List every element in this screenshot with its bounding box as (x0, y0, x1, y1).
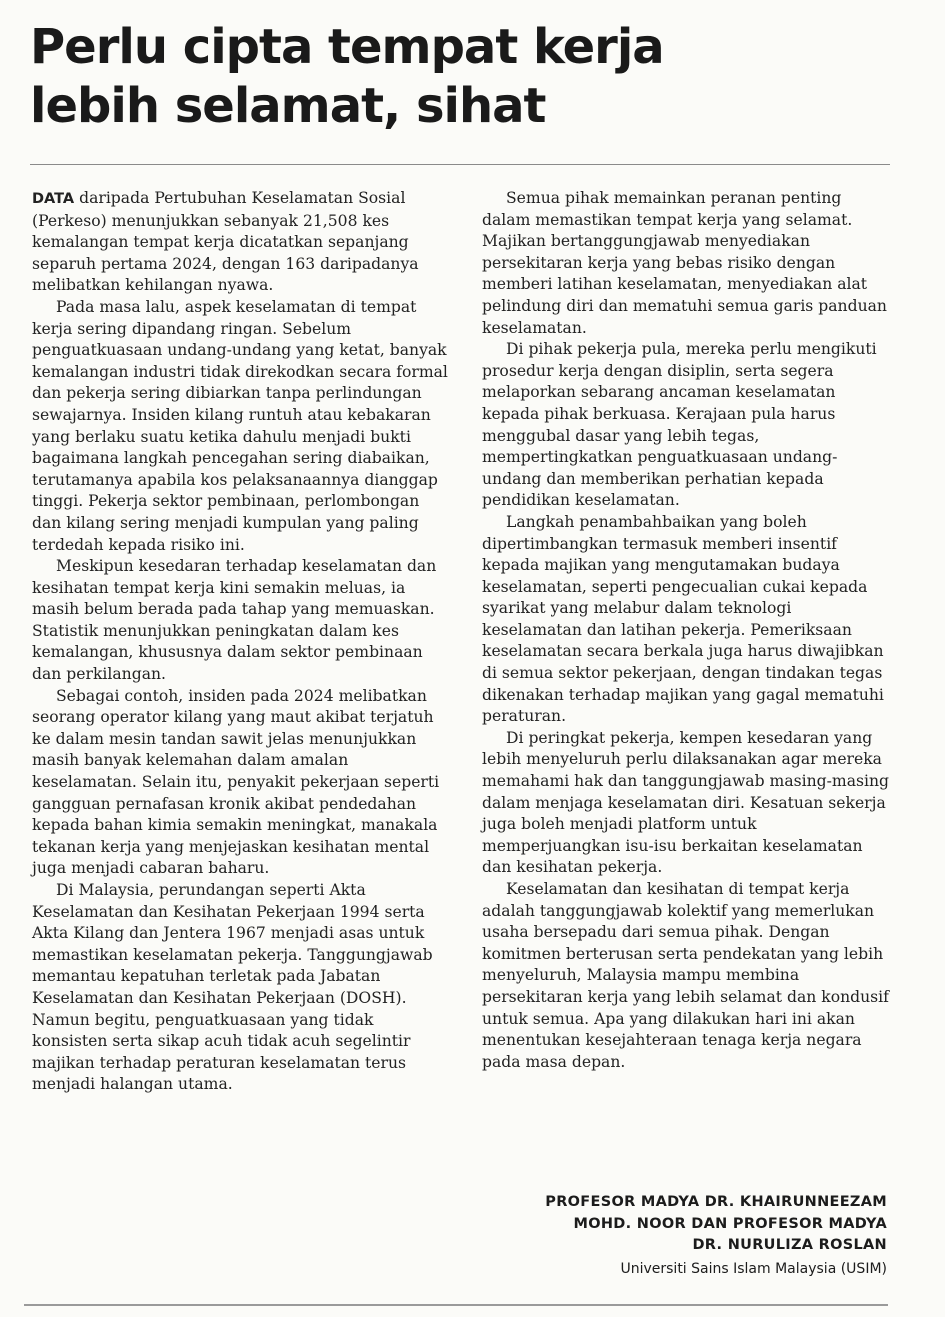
headline-line-1: Perlu cipta tempat kerja (30, 19, 664, 75)
column-right (482, 188, 894, 1073)
author-names (545, 1192, 887, 1257)
paragraph-right-5: Keselamatan dan kesihatan di tempat kerja adalah tanggungjawab kolektif yang memerlukan usaha bersepadu dari semua pihak. Dengan komitmen berterusan serta pendekatan yang lebih menyeluruh, Malaysia mampu membina persekitaran kerja yang lebih selamat dan kondusif untuk semua. Apa yang dilakukan hari ini akan menentukan kesejahteraan tenaga kerja negara pada masa depan. (482, 880, 889, 1071)
paragraph-left-5: Di Malaysia, perundangan seperti Akta Keselamatan dan Kesihatan Pekerjaan 1994 serta Akta Kilang dan Jentera 1967 menjadi asas untuk memastikan keselamatan pekerja. Tanggungjawab memantau kepatuhan terletak pada Jabatan Keselamatan dan Kesihatan Pekerjaan (DOSH). Namun begitu, penguatkuasaan yang tidak konsisten serta sikap acuh tidak acuh segelintir majikan terhadap peraturan keselamatan terus menjadi halangan utama. (32, 881, 433, 1094)
author-line-2: MOHD. NOOR DAN PROFESOR MADYA (573, 1215, 887, 1232)
paragraph-left-4: Sebagai contoh, insiden pada 2024 melibatkan seorang operator kilang yang maut akibat terjatuh ke dalam mesin tandan sawit jelas menunjukkan masih banyak kelemahan dalam amalan keselamatan. Selain itu, penyakit pekerjaan seperti gangguan pernafasan kronik akibat pendedahan kepada bahan kimia semakin meningkat, manakala tekanan kerja yang menjejaskan kesihatan mental juga menjadi cabaran baharu. (32, 686, 440, 878)
headline (30, 18, 790, 136)
lead-word: DATA (32, 191, 75, 207)
paragraph-left-1 (32, 188, 450, 297)
paragraph-left-3: Meskipun kesedaran terhadap keselamatan dan kesihatan tempat kerja kini semakin meluas, ia masih belum berada pada tahap yang memuaskan. Statistik menunjukkan peningkatan dalam kes kemalangan, khususnya dalam sektor pembinaan dan perkilangan. (32, 557, 437, 684)
top-divider (30, 164, 890, 165)
paragraph-right-3: Langkah penambahbaikan yang boleh dipertimbangkan termasuk memberi insentif kepada majikan yang mengutamakan budaya keselamatan, seperti pengecualian cukai kepada syarikat yang melabur dalam teknologi keselamatan dan latihan pekerja. Pemeriksaan keselamatan secara berkala juga harus diwajibkan di semua sektor pekerjaan, dengan tindakan tegas dikenakan terhadap majikan yang gagal mematuhi peraturan. (482, 512, 884, 726)
byline (545, 1192, 887, 1280)
paragraph-right-2: Di pihak pekerja pula, mereka perlu mengikuti prosedur kerja dengan disiplin, serta segera melaporkan sebarang ancaman keselamatan kepada pihak berkuasa. Kerajaan pula harus menggubal dasar yang lebih tegas, mempertingkatkan penguatkuasaan undang-undang dan memberikan perhatian kepada pendidikan keselamatan. (482, 340, 877, 510)
paragraph-left-1-text: daripada Pertubuhan Keselamatan Sosial (Perkeso) menunjukkan sebanyak 21,508 kes kemalangan tempat kerja dicatatkan sepanjang separuh pertama 2024, dengan 163 daripadanya melibatkan kehilangan nyawa. (32, 189, 419, 295)
paragraph-left-2: Pada masa lalu, aspek keselamatan di tempat kerja sering dipandang ringan. Sebelum penguatkuasaan undang-undang yang ketat, banyak kemalangan industri tidak direkodkan secara formal dan pekerja sering dibiarkan tanpa perlindungan sewajarnya. Insiden kilang runtuh atau kebakaran yang berlaku suatu ketika dahulu menjadi bukti bagaimana langkah pencegahan sering diabaikan, terutamanya apabila kos pelaksanaannya dianggap tinggi. Pekerja sektor pembinaan, perlombongan dan kilang sering menjadi kumpulan yang paling terdedah kepada risiko ini. (32, 297, 448, 554)
author-affiliation: Universiti Sains Islam Malaysia (USIM) (620, 1260, 887, 1277)
paragraph-right-4: Di peringkat pekerja, kempen kesedaran yang lebih menyeluruh perlu dilaksanakan agar mereka memahami hak dan tanggungjawab masing-masing dalam menjaga keselamatan diri. Kesatuan sekerja juga boleh menjadi platform untuk memperjuangkan isu-isu berkaitan keselamatan dan kesihatan pekerja. (482, 728, 890, 877)
bottom-divider (24, 1304, 888, 1306)
author-line-3: DR. NURULIZA ROSLAN (692, 1237, 887, 1253)
column-left (32, 188, 450, 1096)
author-line-1: PROFESOR MADYA DR. KHAIRUNNEEZAM (545, 1194, 887, 1210)
paragraph-right-1: Semua pihak memainkan peranan penting dalam memastikan tempat kerja yang selamat. Majikan bertanggungjawab menyediakan persekitaran kerja yang bebas risiko dengan memberi latihan keselamatan, menyediakan alat pelindung diri dan mematuhi semua garis panduan keselamatan. (482, 189, 887, 337)
headline-line-2: lebih selamat, sihat (30, 78, 546, 134)
